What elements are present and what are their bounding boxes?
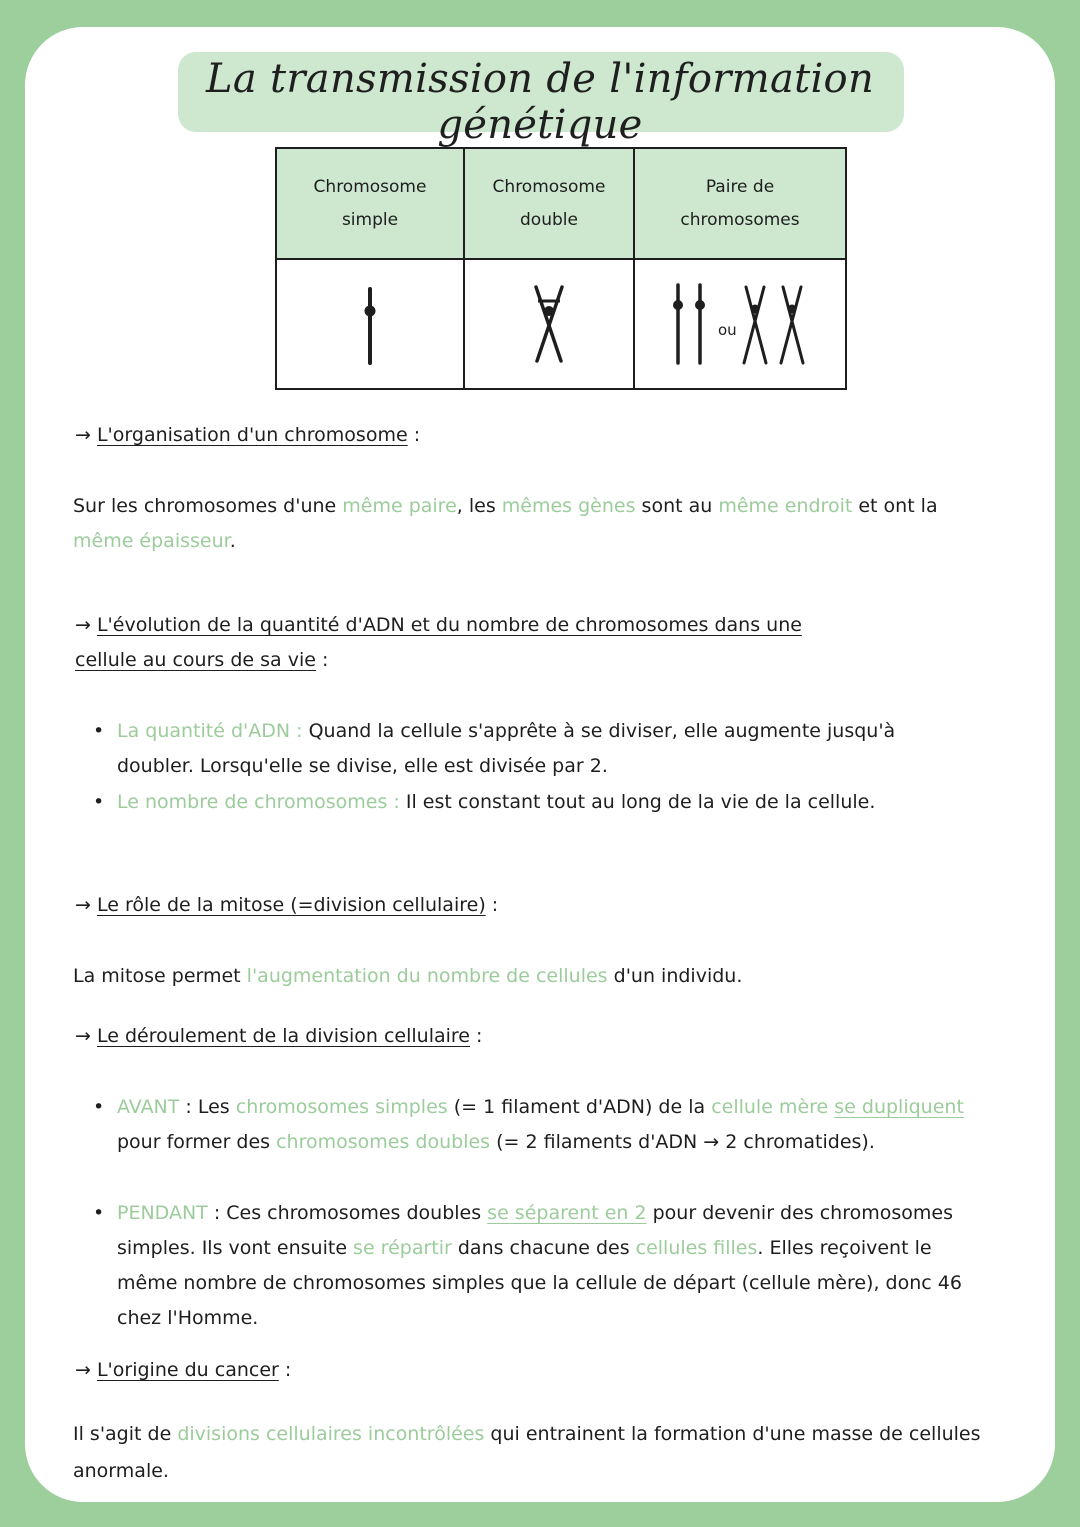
heading-deroulement: → Le déroulement de la division cellulaire :: [75, 1025, 483, 1047]
paragraph-cancer: Il s'agit de divisions cellulaires incontrôlées qui entrainent la formation d'une masse de cellules anormale.: [73, 1423, 981, 1482]
list-item-adn: • La quantité d'ADN : Quand la cellule s'apprête à se diviser, elle augmente jusqu'à doubler. Lorsqu'elle se divise, elle est divisée par 2.: [117, 714, 977, 784]
arrow-icon: →: [75, 424, 91, 446]
heading-evolution: → L'évolution de la quantité d'ADN et du nombre de chromosomes dans une cellule au cours de sa vie :: [75, 614, 802, 671]
table-drawing-row: [276, 259, 846, 389]
list-item-pendant: • PENDANT : Ces chromosomes doubles se séparent en 2 pour devenir des chromosomes simples. Ils vont ensuite se répartir dans chacune des cellules filles. Elles reçoivent le même nombre de chromosomes simples que la cellule de départ (cellule mère), donc 46 chez l'Homme.: [117, 1196, 997, 1336]
cell-pair-drawing: [634, 259, 846, 389]
bullet-icon: •: [93, 1096, 105, 1118]
chromosome-pair-icon: [660, 277, 820, 367]
arrow-icon: →: [75, 1025, 91, 1047]
or-label: ou: [718, 321, 737, 339]
list-item-chromosomes: • Le nombre de chromosomes : Il est constant tout au long de la vie de la cellule.: [117, 785, 977, 820]
paragraph-mitose: La mitose permet l'augmentation du nombre de cellules d'un individu.: [73, 965, 743, 987]
bullet-icon: •: [93, 1202, 105, 1224]
paragraph-organisation: Sur les chromosomes d'une même paire, les mêmes gènes sont au même endroit et ont la même épaisseur.: [73, 495, 938, 552]
table-header-row: [276, 148, 846, 259]
arrow-icon: →: [75, 614, 91, 636]
arrow-icon: →: [75, 1359, 91, 1381]
heading-cancer: → L'origine du cancer :: [75, 1359, 292, 1381]
simple-chromosome-icon: [350, 277, 390, 367]
header-chromosome-simple: Chromosome simple: [276, 148, 464, 259]
header-paire-chromosomes: Paire de chromosomes: [634, 148, 846, 259]
heading-organisation: → L'organisation d'un chromosome :: [75, 424, 421, 446]
cell-double-drawing: [464, 259, 634, 389]
list-item-avant: • AVANT : Les chromosomes simples (= 1 filament d'ADN) de la cellule mère se dupliquent pour former des chromosomes doubles (= 2 filaments d'ADN → 2 chromatides).: [117, 1090, 997, 1160]
chromosome-table: [275, 147, 847, 390]
arrow-icon: →: [75, 894, 91, 916]
cell-simple-drawing: [276, 259, 464, 389]
header-chromosome-double: Chromosome double: [464, 148, 634, 259]
bullet-icon: •: [93, 720, 105, 742]
bullet-icon: •: [93, 791, 105, 813]
double-chromosome-icon: [524, 277, 574, 367]
page-title: La transmission de l'information génétique: [205, 56, 875, 148]
heading-mitose: → Le rôle de la mitose (=division cellulaire) :: [75, 894, 499, 916]
